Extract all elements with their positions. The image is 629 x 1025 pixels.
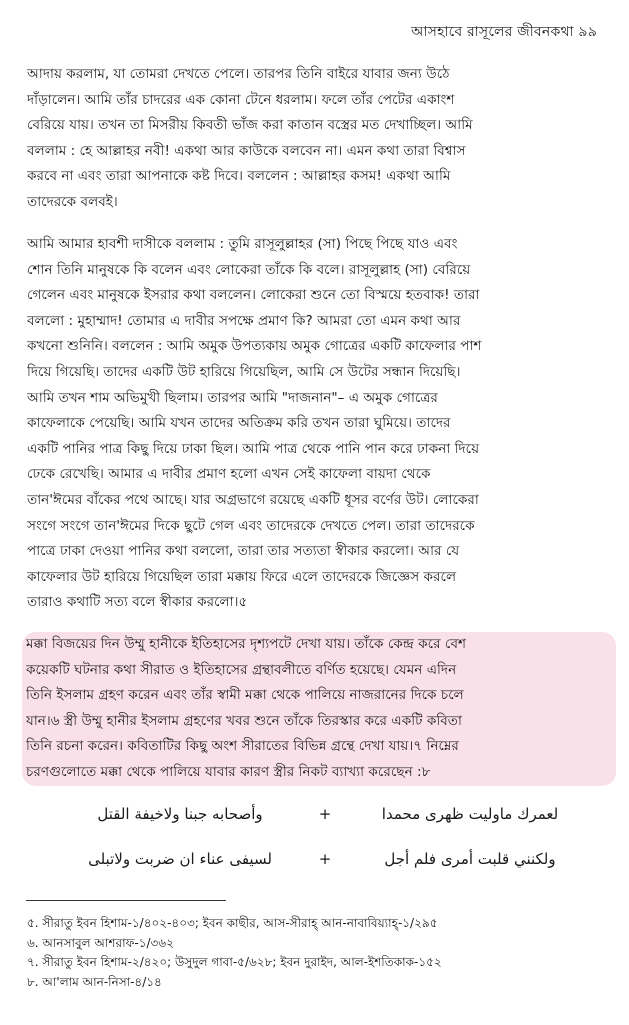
text-line: একটি পানির পাত্র কিছু দিয়ে ঢাকা ছিল। আমি পাত্র থেকে পানি পান করে ঢাকনা দিয়ে bbox=[27, 440, 480, 457]
text-line: কাফেলার উট হারিয়ে গিয়েছিল তারা মক্কায় ফিরে এলে তাদেরকে জিজ্ঞেস করলে bbox=[27, 568, 457, 585]
text-line: তারাও কথাটি সত্য বলে স্বীকার করলো।৫ bbox=[27, 594, 248, 611]
text-line: বললাম : হে আল্লাহর নবী! একথা আর কাউকে বলবেন না। এমন কথা তারা বিশ্বাস bbox=[27, 142, 466, 159]
verse-line-2 bbox=[45, 850, 585, 868]
verse-second-hemistich: لسيفى عناء ان ضربت ولاتبلى bbox=[88, 850, 272, 868]
footnote: ৭. সীরাতু ইবন হিশাম-২/৪২০; উসুদুল গাবা-৫/৬২৮; ইবন দুরাইদ, আল-ইশতিকাক-১৫২ bbox=[27, 955, 442, 969]
text-line: দাঁড়ালেন। আমি তাঁর চাদরের এক কোনা টেনে ধরলাম। ফলে তাঁর পেটের একাংশ bbox=[27, 91, 455, 108]
verse-line-1 bbox=[45, 805, 585, 823]
text-line: তান'ঈমের বাঁকের পথে আছে। যার অগ্রভাগে রয়েছে একটি ধূসর বর্ণের উট। লোকেরা bbox=[27, 491, 479, 508]
text-line: শোন তিনি মানুষকে কি বলেন এবং লোকেরা তাঁকে কি বলে। রাসূলুল্লাহ (সা) বেরিয়ে bbox=[27, 261, 471, 278]
text-line: কখনো শুনিনি। বললেন : আমি অমুক উপত্যকায় অমুক গোত্রের একটি কাফেলার পাশ bbox=[27, 338, 482, 355]
footnote: ৫. সীরাতু ইবন হিশাম-১/৪০২-৪০৩; ইবন কাছীর, আস-সীরাহ্‌ আন-নাবাবিয়্যাহ্‌-১/২৯৫ bbox=[27, 916, 438, 930]
text-line: মক্কা বিজয়ের দিন উম্মু হানীকে ইতিহাসের দৃশ্যপটে দেখা যায়। তাঁকে কেন্দ্র করে বেশ bbox=[26, 636, 467, 652]
verse-first-hemistich: ولكنني قلبت أمرى فلم أجل bbox=[384, 850, 556, 868]
text-line: আমি তখন শাম অভিমুখী ছিলাম। তারপর আমি "দাজনান"– এ অমুক গোত্রের bbox=[27, 389, 438, 406]
text-line: বললো : মুহাম্মাদ! তোমার এ দাবীর সপক্ষে প্রমাণ কি? আমরা তো এমন কথা আর bbox=[27, 312, 461, 329]
verse-separator: + bbox=[318, 805, 332, 823]
text-line: দিয়ে গিয়েছি। তাদের একটি উট হারিয়ে গিয়েছিল, আমি সে উটের সন্ধান দিয়েছি। bbox=[27, 363, 461, 380]
text-line: তিনি ইসলাম গ্রহণ করেন এবং তাঁর স্বামী মক্কা থেকে পালিয়ে নাজরানের দিকে চলে bbox=[26, 687, 464, 704]
text-line: তিনি রচনা করেন। কবিতাটির কিছু অংশ সীরাতের বিভিন্ন গ্রন্থে দেখা যায়।৭ নিম্নের bbox=[26, 738, 459, 755]
text-line: সংগে সংগে তান'ঈমের দিকে ছুটে গেল এবং তাদেরকে দেখতে পেল। তারা তাদেরকে bbox=[27, 517, 475, 534]
running-header: আসহাবে রাসূলের জীবনকথা ৯৯ bbox=[411, 24, 597, 40]
text-line: বেরিয়ে যায়। তখন তা মিসরীয় কিবতী ভাঁজ করা কাতান বস্ত্রের মত দেখাচ্ছিল। আমি bbox=[27, 117, 473, 134]
text-line: যান।৬ স্ত্রী উম্মু হানীর ইসলাম গ্রহণের খবর শুনে তাঁকে তিরস্কার করে একটি কবিতা bbox=[26, 712, 462, 729]
footnote: ৬. আনসাবুল আশরাফ-১/৩৬২ bbox=[27, 935, 174, 950]
text-line: চরণগুলোতে মক্কা থেকে পালিয়ে যাবার কারণ স্ত্রীর নিকট ব্যাখ্যা করেছেন :৮ bbox=[26, 763, 431, 780]
text-line: কাফেলাকে পেয়েছি। আমি যখন তাদের অতিক্রম করি তখন তারা ঘুমিয়ে। তাদের bbox=[27, 415, 451, 432]
verse-first-hemistich: لعمرك ماوليت ظهرى محمدا bbox=[381, 805, 559, 823]
text-line: কয়েকটি ঘটনার কথা সীরাত ও ইতিহাসের গ্রন্থাবলীতে বর্ণিত হয়েছে। যেমন এদিন bbox=[26, 661, 457, 678]
text-line: তাদেরকে বলবই। bbox=[27, 193, 118, 210]
highlighted-paragraph bbox=[22, 632, 616, 786]
verse-separator: + bbox=[318, 850, 332, 868]
text-line: পাত্রে ঢাকা দেওয়া পানির কথা বললো, তারা তার সত্যতা স্বীকার করলো। আর যে bbox=[27, 543, 460, 560]
text-line: ঢেকে রেখেছি। আমার এ দাবীর প্রমাণ হলো এখন সেই কাফেলা বায়দা থেকে bbox=[27, 466, 431, 483]
paragraph-2 bbox=[27, 232, 605, 616]
paragraph-1 bbox=[27, 62, 605, 216]
footnotes bbox=[27, 914, 617, 992]
text-line: আদায় করলাম, যা তোমরা দেখতে পেলে। তারপর তিনি বাইরে যাবার জন্য উঠে bbox=[27, 66, 450, 82]
footnote: ৮. আ'লাম আন-নিসা-৪/১৪ bbox=[27, 974, 162, 989]
footnote-divider bbox=[26, 900, 226, 901]
text-line: গেলেন এবং মানুষকে ইসরার কথা বললেন। লোকেরা শুনে তো বিস্ময়ে হতবাক! তারা bbox=[27, 287, 480, 304]
verse-second-hemistich: وأصحابه جبنا ولاخيفة القتل bbox=[97, 805, 263, 823]
text-line: আমি আমার হাবশী দাসীকে বললাম : তুমি রাসূলুল্লাহর (সা) পিছে পিছে যাও এবং bbox=[27, 236, 458, 252]
text-line: করবে না এবং তারা আপনাকে কষ্ট দিবে। বললেন : আল্লাহর কসম! একথা আমি bbox=[27, 168, 451, 185]
